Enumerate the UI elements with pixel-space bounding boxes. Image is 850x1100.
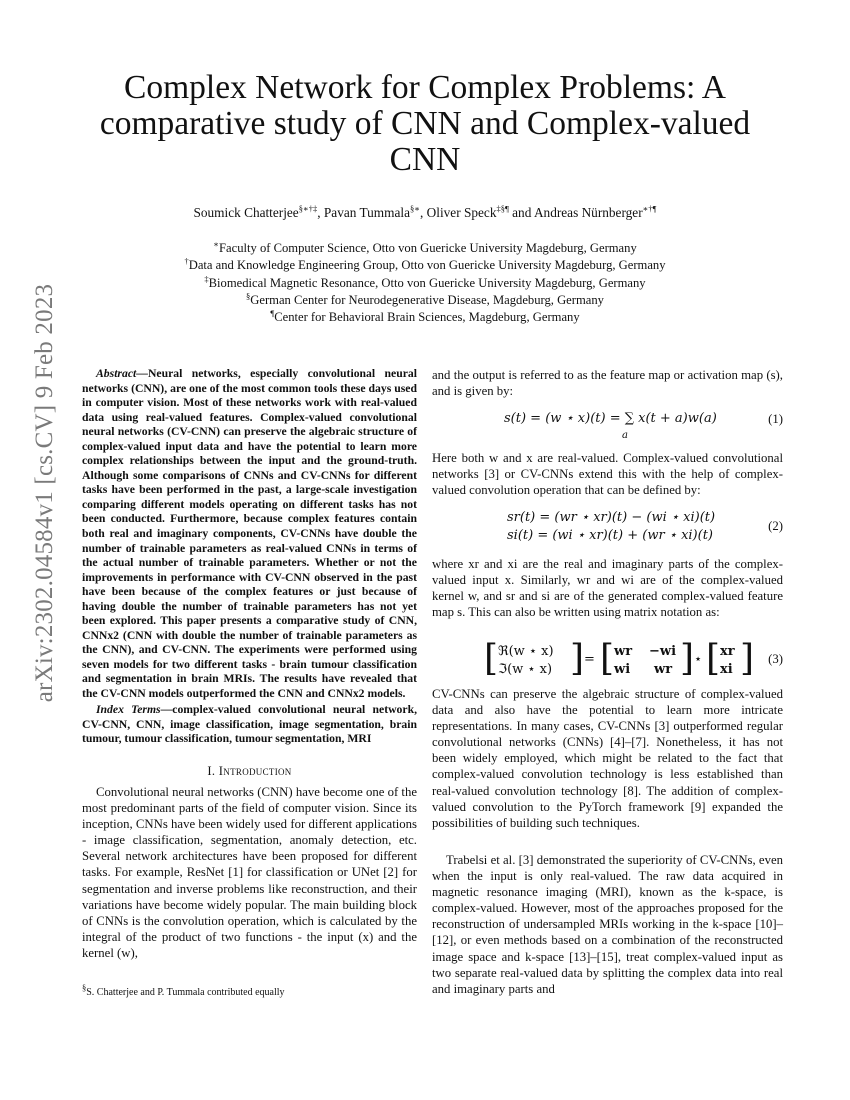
right-paragraph-1: and the output is referred to as the feature map or activation map (s), and is given by: [432, 368, 783, 399]
equation-number: (1) [768, 412, 783, 426]
affiliation-mark: ‡ [204, 273, 209, 284]
affiliation-line [90, 275, 760, 292]
abstract-label: Abstract— [96, 367, 148, 380]
title-line: Complex Network for Complex Problems: A [123, 69, 727, 106]
title-line: CNN [389, 141, 461, 178]
equation-2-line: sr(t) = (wr ⋆ xr)(t) − (wi ⋆ xi)(t) [507, 510, 716, 525]
author-name: Oliver Speck [426, 205, 497, 220]
index-terms-text: —complex-valued convolutional neural network, CV-CNN, CNN, image classification, image segmentation, brain tumour, tumour classification, tumour segmentation, MRI [82, 703, 417, 746]
affiliation-text: Biomedical Magnetic Resonance, Otto von Guericke University Magdeburg, Germany [208, 275, 646, 290]
affiliation-line [90, 309, 760, 326]
equation-1 [432, 408, 783, 444]
right-paragraph-4: CV-CNNs can preserve the algebraic structure of complex-valued data and also have the potential to learn more intricate representations. In many cases, CV-CNNs [3] outperformed regular convolutional networks (CNNs) [4]–[7]. Nonetheless, it has not been widely employed, which might be related to the fact that complex-valued convolution technology is less established than real-valued convolution technology [8]. The addition of complex-valued convolution to the PyTorch framework [9] expanded the possibilities of building such techniques. [432, 687, 783, 830]
matrix-entry: xi [720, 662, 733, 677]
author-name: Andreas Nürnberger [533, 205, 643, 220]
section-title: Introduction [218, 764, 292, 778]
affiliation-mark: ∗ [213, 238, 220, 249]
footnote [82, 982, 417, 998]
equation-number: (2) [768, 519, 783, 533]
footnote-text: S. Chatterjee and P. Tummala contributed equally [86, 987, 285, 998]
affiliation-line [90, 240, 760, 257]
right-paragraph-5: Trabelsi et al. [3] demonstrated the superiority of CV-CNNs, even when the input is only real-valued. The raw data acquired in magnetic resonance imaging (MRI), known as the k-space, is complex-valued. However, most of the approaches proposed for the reconstruction of undersampled MRIs working in the k-space [10]–[12], or even methods based on a combination of the reconstructed image space and k-space [13]–[15], treat complex-valued input as two separate real-valued data by splitting the complex data into real and imaginary parts and [432, 853, 783, 996]
footnote-mark: § [82, 982, 87, 993]
separator: , [317, 205, 324, 220]
author-marks: §∗ [409, 203, 421, 214]
index-terms [82, 703, 417, 747]
affiliations [90, 240, 760, 326]
author-marks: ∗†¶ [642, 203, 657, 214]
matrix-entry: wi [614, 662, 631, 677]
arxiv-stamp [20, 283, 70, 703]
equation-3: [ ℜ(w ⋆ x) ℑ(w ⋆ x) ] = [ wr −wi wi wr ] ⋆ [ xr xi ] (3) [484, 638, 783, 679]
author-name: Pavan Tummala [323, 205, 410, 220]
equation-2-line: si(t) = (wi ⋆ xr)(t) + (wr ⋆ xi)(t) [507, 528, 714, 543]
separator: , [420, 205, 427, 220]
intro-paragraph: Convolutional neural networks (CNN) have become one of the most predominant parts of the field of computer vision. Since its inception, CNNs have been widely used for different applications - image classification, segmentation, anomaly detection, etc. Several network architectures have been proposed for different tasks. For example, ResNet [1] for classification or UNet [2] for segmentation and inverse problems like reconstruction, and their variations have become widely popular. The main building block of CNNs is the convolution operation, which is calculated by the integral of the product of two functions - the input (x) and the kernel (w), [82, 785, 417, 960]
matrix-entry: xr [720, 644, 735, 659]
equation-1-body: s(t) = (w ⋆ x)(t) = ∑ x(t + a)w(a) [504, 411, 717, 426]
affiliation-mark: § [246, 290, 251, 301]
equation-number: (3) [768, 652, 783, 666]
affiliation-line [90, 292, 760, 309]
affiliation-mark: ¶ [270, 308, 275, 318]
affiliation-text: Center for Behavioral Brain Sciences, Magdeburg, Germany [274, 310, 580, 325]
author-list [90, 205, 760, 221]
right-paragraph-2: Here both w and x are real-valued. Complex-valued convolutional networks [3] or CV-CNNs extend this with the help of complex-valued convolution operation that can be defined by: [432, 451, 783, 498]
affiliation-text: German Center for Neurodegenerative Disease, Magdeburg, Germany [250, 292, 604, 307]
equation-2 [432, 510, 783, 546]
separator: and [508, 205, 534, 220]
matrix-entry: wr [654, 662, 673, 677]
matrix-entry: ℜ(w ⋆ x) [498, 644, 554, 659]
abstract-text: Neural networks, especially convolutional neural networks (CNN), are one of the most common tools these days used in computer vision. Most of these networks work with real-valued data using real-valued features. Complex-valued convolutional neural networks (CV-CNN) can preserve the algebraic structure of complex-valued input data and have the potential to learn more complex relationships between the input and the ground-truth. Although some comparisons of CNNs and CV-CNNs for different tasks have been performed in the past, a large-scale investigation comparing different models operating on different tasks has not been conducted. Furthermore, because complex features contain both real and imaginary components, CV-CNNs have double the number of trainable parameters as real-valued CNNs in terms of the actual number of trainable parameters. Whether or not the improvements in performance with CV-CNN observed in the past have been because of the complex features or just because of having double the number of trainable parameters has not yet been explored. This paper presents a comparative study of CNN, CNNx2 (CNN with double the number of trainable parameters as the CNN), and CV-CNN. The experiments were performed using seven models for two different tasks - brain tumour classification and segmentation in brain MRIs. The results have revealed that the CV-CNN models outperformed the CNN and CNNx2 models. [82, 367, 417, 701]
author-marks: §∗†‡ [298, 203, 318, 214]
title-line: comparative study of CNN and Complex-valued [99, 105, 751, 142]
author-name: Soumick Chatterjee [193, 205, 299, 220]
arxiv-id: arXiv:2302.04584v1 [cs.CV] 9 Feb 2023 [31, 283, 58, 703]
matrix-entry: −wi [649, 644, 677, 659]
index-terms-label: Index Terms [96, 703, 161, 716]
equation-1-subscript: a [622, 430, 628, 441]
abstract [82, 367, 417, 702]
affiliation-mark: † [184, 256, 189, 267]
matrix-entry: ℑ(w ⋆ x) [498, 662, 553, 677]
right-paragraph-3: where xr and xi are the real and imaginary parts of the complex-valued input x. Similarly, wr and wi are of the complex-valued kernel w, and sr and si are of the generated complex-valued feature map s. This can also be written using matrix notation as: [432, 557, 783, 620]
paper-title [90, 70, 760, 178]
affiliation-text: Data and Knowledge Engineering Group, Otto von Guericke University Magdeburg, Germany [188, 258, 666, 273]
affiliation-text: Faculty of Computer Science, Otto von Guericke University Magdeburg, Germany [219, 241, 637, 255]
matrix-entry: wr [614, 644, 633, 659]
affiliation-line [90, 257, 760, 274]
section-heading [82, 764, 417, 779]
author-marks: ‡§¶ [496, 203, 509, 214]
section-number: I. [207, 764, 216, 778]
